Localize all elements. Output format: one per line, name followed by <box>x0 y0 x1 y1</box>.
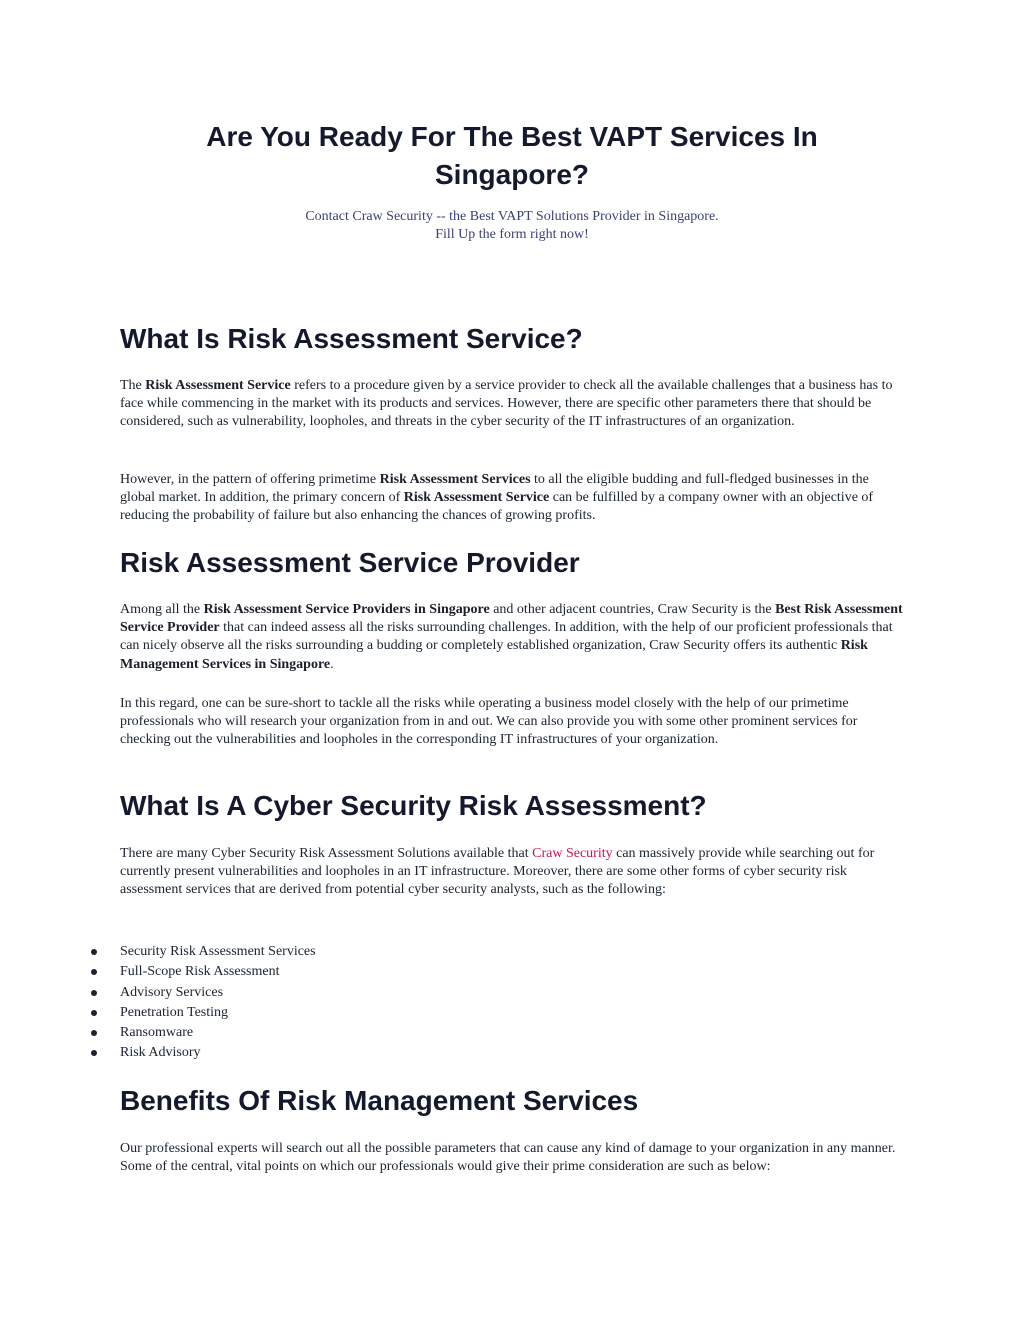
text-run: Among all the <box>120 602 204 617</box>
hero-subtitle <box>150 208 874 244</box>
text-run: The <box>120 378 146 393</box>
list-item <box>120 942 316 962</box>
list-item <box>120 983 316 1003</box>
list-item <box>120 1003 316 1023</box>
section1-paragraph-1 <box>120 377 905 432</box>
list-item-label: Advisory Services <box>120 984 224 1000</box>
bullet-icon <box>91 1010 97 1016</box>
list-item-label: Penetration Testing <box>120 1004 229 1020</box>
list-item <box>120 1043 316 1063</box>
list-item <box>120 962 316 982</box>
list-item-label: Security Risk Assessment Services <box>120 944 316 959</box>
hero-title: Are You Ready For The Best VAPT Services In Singapore? <box>206 121 818 190</box>
hero-subtitle-line-2: Fill Up the form right now! <box>435 227 589 242</box>
text-run: can be fulfilled by a company owner with an objective of reducing the probability of failure but also enhancing the chances of growing profits. <box>120 490 874 524</box>
bold-run: Risk Assessment Service Providers in Singapore <box>203 602 490 617</box>
section2-paragraph-2: In this regard, one can be sure-short to tackle all the risks while operating a business model closely with the help of our primetime professionals who will research your organization from in and out. We can also provide you with some other prominent services for checking out the vulnerabilities and loopholes in the corresponding IT infrastructures of your organization. <box>120 696 858 748</box>
bullet-icon <box>91 969 97 975</box>
text-run: can massively provide while searching out for currently present vulnerabilities and loopholes in an IT infrastructure. Moreover, there are some other forms of cyber security risk assessment services that are derived from potential cyber security analysts, such as the following: <box>120 846 875 898</box>
bullet-icon <box>91 949 97 955</box>
bullet-icon <box>91 1050 97 1056</box>
hero-subtitle-line-1: Contact Craw Security -- the Best VAPT Solutions Provider in Singapore. <box>305 209 719 224</box>
services-bullet-list <box>120 942 316 1064</box>
text-run: There are many Cyber Security Risk Assessment Solutions available that <box>120 846 533 861</box>
section-heading-cyber-security-risk-assessment: What Is A Cyber Security Risk Assessment? <box>120 790 707 821</box>
bullet-icon <box>91 990 97 996</box>
bullet-icon <box>91 1030 97 1036</box>
text-run: and other adjacent countries, Craw Security is the <box>489 602 776 617</box>
bold-run: Risk Assessment Service <box>403 490 550 506</box>
section1-paragraph-2 <box>120 471 905 526</box>
list-item-label: Risk Advisory <box>120 1045 201 1061</box>
section4-paragraph-1: Our professional experts will search out all the possible parameters that can cause any kind of damage to your organization in any manner. Some of the central, vital points on which our professionals would give their prime consideration are such as below: <box>120 1141 896 1175</box>
text-run: refers to a procedure given by a service provider to check all the available challenges that a business has to face while commencing in the market with its products and services. However, there are specific other parameters there that should be considered, such as vulnerability, loopholes, and threats in the cyber security of the IT infrastructures of an organization. <box>120 378 893 430</box>
bold-run: Risk Assessment Services <box>379 472 531 487</box>
section-heading-benefits-of-risk-management: Benefits Of Risk Management Services <box>120 1085 639 1116</box>
bold-run: Risk Assessment Service <box>145 378 291 393</box>
text-run: . <box>330 656 334 672</box>
text-run: to all the eligible budding and full-fledged businesses in the global market. In addition, the primary concern of <box>120 472 869 506</box>
section3-paragraph-1 <box>120 845 905 900</box>
craw-security-link[interactable]: Craw Security <box>532 846 613 861</box>
list-item-label: Full-Scope Risk Assessment <box>120 964 280 980</box>
section2-paragraph-1 <box>120 601 905 674</box>
text-run: that can indeed assess all the risks surrounding challenges. In addition, with the help of our proficient professionals that can nicely observe all the risks surrounding a budding or completely established organization, Craw Security offers its authentic <box>120 620 893 654</box>
bold-run: Risk Management Services in Singapore <box>120 638 868 672</box>
list-item-label: Ransomware <box>120 1025 194 1041</box>
list-item <box>120 1023 316 1043</box>
bold-run: Best Risk Assessment Service Provider <box>120 602 903 636</box>
text-run: However, in the pattern of offering primetime <box>120 472 380 487</box>
section-heading-risk-assessment-service-provider: Risk Assessment Service Provider <box>120 547 580 578</box>
section-heading-risk-assessment-service: What Is Risk Assessment Service? <box>120 323 583 354</box>
